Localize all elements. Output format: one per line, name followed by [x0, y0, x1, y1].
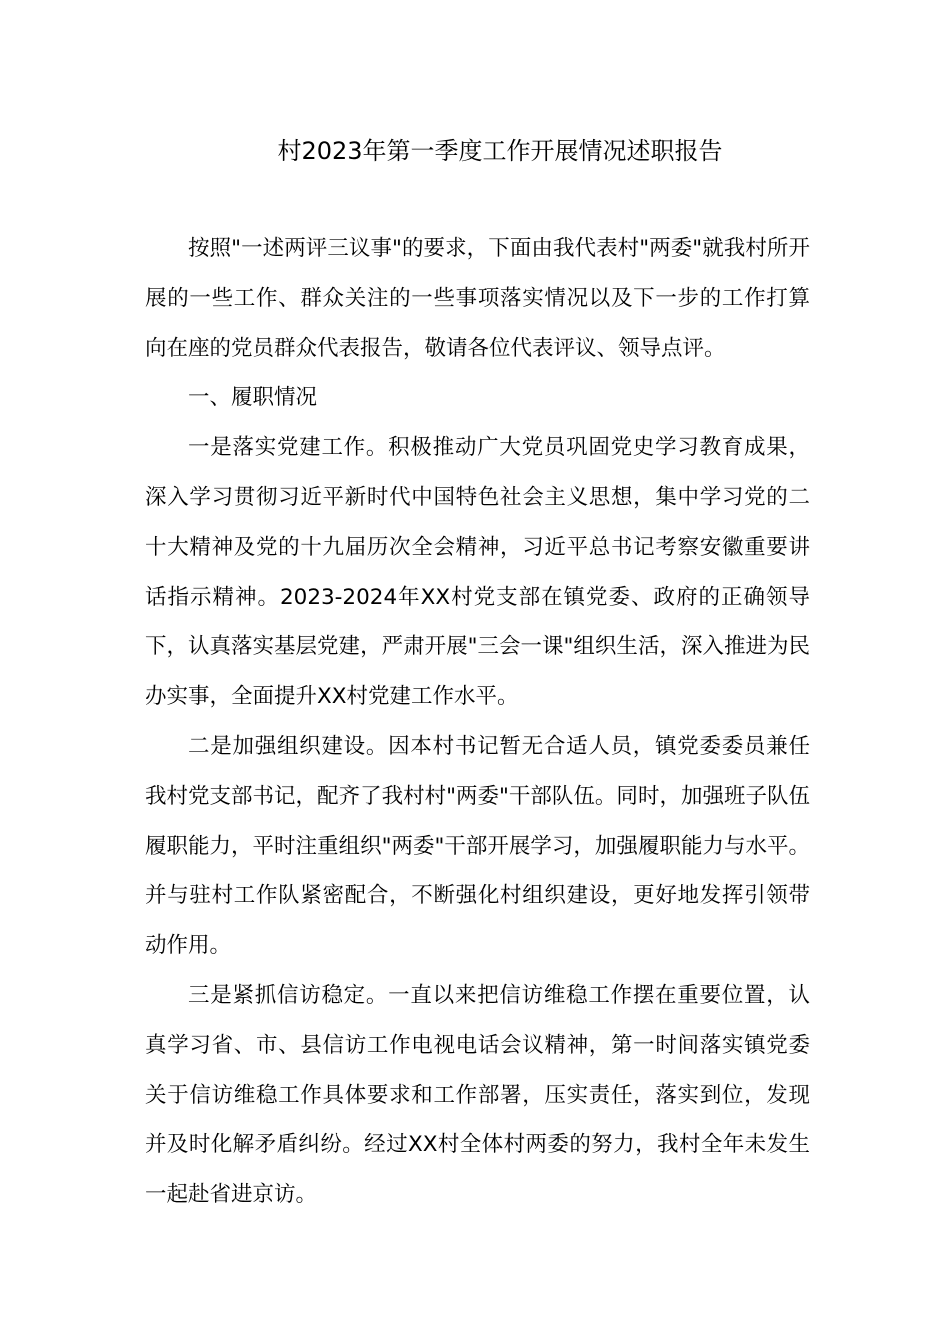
paragraph-petition-stability: 三是紧抓信访稳定。一直以来把信访维稳工作摆在重要位置，认真学习省、市、县信访工作电视电话会议精神，第一时间落实镇党委关于信访维稳工作具体要求和工作部署，压实责任，落实到位，发现并及时化解矛盾纠纷。经过XX村全体村两委的努力，我村全年未发生一起赴省进京访。 — [145, 982, 810, 1208]
paragraph-intro: 按照"一述两评三议事"的要求，下面由我代表村"两委"就我村所开展的一些工作、群众关注的一些事项落实情况以及下一步的工作打算向在座的党员群众代表报告，敬请各位代表评议、领导点评。 — [145, 236, 810, 361]
paragraph-party-building: 一是落实党建工作。积极推动广大党员巩固党史学习教育成果，深入学习贯彻习近平新时代中国特色社会主义思想，集中学习党的二十大精神及党的十九届历次全会精神，习近平总书记考察安徽重要讲话指示精神。2023-2024年XX村党支部在镇党委、政府的正确领导下，认真落实基层党建，严肃开展"三会一课"组织生活，深入推进为民办实事，全面提升XX村党建工作水平。 — [145, 435, 810, 710]
document-body — [145, 224, 810, 1220]
paragraph-organization: 二是加强组织建设。因本村书记暂无合适人员，镇党委委员兼任我村党支部书记，配齐了我村村"两委"干部队伍。同时，加强班子队伍履职能力，平时注重组织"两委"干部开展学习，加强履职能力与水平。并与驻村工作队紧密配合，不断强化村组织建设，更好地发挥引领带动作用。 — [145, 733, 810, 959]
section-heading-duty: 一、履职情况 — [188, 385, 318, 411]
document-title: 村2023年第一季度工作开展情况述职报告 — [277, 137, 723, 165]
